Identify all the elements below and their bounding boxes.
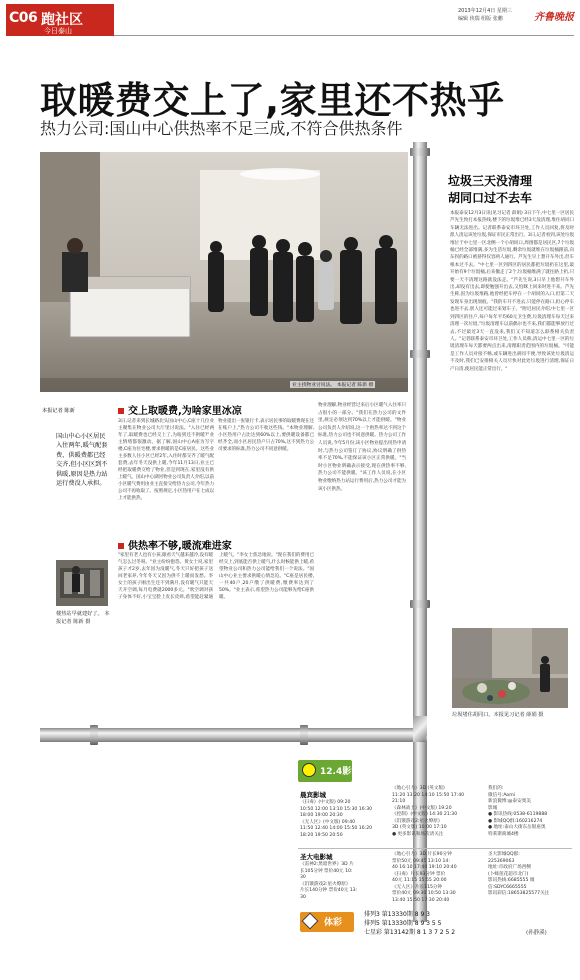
lottery-line: 七星彩 第13142期 8 1 3 7 2 5 2 [364,929,456,936]
cinema2-col2: 《地心引力》3D 片长90分钟 票价50元 09:45 13:10 14: 40 16:10 17:40 19:10 20:40 《扫毒》片长93分钟 票价 40元 11:15 15:55 20:00 《无人区》片长115分钟 票价40元 09:30 10:50 13:30 13:40 15:50 17:30 20:40 [392,852,457,903]
editor-line: 编辑 侠瑞 组版 张鹏 [458,16,503,22]
section-title: 跑社区 [41,12,83,28]
sidebar-body: 本报泰安12月3日讯(见习记者 薛娟) 3日下午,中七里一区居民芦先生致打本报热线,楼下的垃圾堆已经3天没清理,堆住胡同口车辆无法进出。记者联系泰安市环卫处,工作人员回复,将及时派人清运该处垃圾,保证市民正常出行。3日,记者看到,该处垃圾堆位于中七里一区北侧一个小胡同口,周围都是居民区,7个垃圾桶已经全部堆满,多为生活垃圾,剩余垃圾就堆在垃圾桶跟前,向东拐的路口被挤得仅容两人通行。芦先生早上想开车外出,但车根本过不去。"中七里一区到四区的居民都把垃圾扔在这里,最开始有9个垃圾桶,后来撤走了2个,垃圾桶堆满了就往路上扔,只要一天不清理这路就没法走。"芦先生说,3日早上他想开车外出,却没有出去,即使勉强开出去,又怕眯上回来时进不来。芦先生称,因为垃圾堆路,他曾经把车停在一个胡同的入口,但第二天发现车身出现划痕。"我的车开不进去,只能停在路口,担心停车也进不去,别人还可能过来划车子。"附近居民介绍,中七里一区到四区的住户,每户每年平均60元卫生费,垃圾清理车每天过来清理一次垃圾,"垃圾清理车以前偶尔也不来,我们都能够放行过去,不过最近3天一直没来,我们又不知道怎么联系相关负责人。"记者联系泰安市环卫处,工作人员称,清运中七里一区的垃圾清理车每天都要两点出来,清理职责范围内的垃圾桶。"可能是工作人员对接不畅,或车辆进出胡同不便,导致该处垃圾清运不及时,我们已安排相关人员尽快对此处垃圾进行清理,保证日产日清,使居民能正常出行。" [450,211,574,372]
pipe-joint [410,350,430,358]
cinema-divider [298,848,572,849]
headline: 取暖费交上了,家里还不热乎 [40,79,505,122]
cinema1-name: 晨宾影城 [300,791,326,799]
cinema1-line: 《无人区》(中文版) 09:40 [300,819,356,825]
cinema1-list [300,800,392,839]
pipe-joint [90,725,98,745]
lottery-line: 排列3 第13330期 8 9 3 [364,911,430,918]
pipe-joint [300,725,308,745]
main-photo [40,152,408,392]
col2-lead: 物业提出一张银行卡,表示居民事的取暖费现在还在账户上,"热力公司不收这些钱。"本物业理解,小区热用户占比达到60%以上,要供暖设备都已经齐全,而小区居民热户只占70%,这不到热力公司要求的标准,热力公司不同意供暖。 [218,419,314,452]
col3-body: 物业理解,物业经营过来后小区暖气入住率只占很小的一部分。"我们在热力公司的文件里,规定必须达到70%以上才能供暖。"物业公司负责人介绍说,这一个供热率达不到这个标准,热力公司也不同意供暖。热力公司工作人员说,今年5月份,该小区物业提出用热申请时,与热力公司签订了协议,协议明确了供热率不足70%,不能保证该小区正常供暖。"当时小区物业明确表示接受,现在供热率不够,热力公司不能供暖。"该工作人员说,在小区物业缴纳热力站运行费用后,热力公司才能为该小区供热。 [318,403,406,492]
section-bullet-icon [118,543,124,549]
section2-title: 供热率不够,暖流难进家 [118,537,232,552]
cinema2-list: 《雷神2:黑暗世界》3D 片 长105分钟 票价40元 10: 30 《饥饿游戏2:星火燎原》 片长140分钟 票价40元 13: 30 [300,862,358,900]
section1-body: 3日,记者来到长城路北头国山中心,C座十几位业主聚集在物业公司大厅里讨说法。"入住已经两年了,取暖费也已经交上了,为啥到还不供暖?"业主情绪都很激动。据了解,国山中心A座为写字楼,C座为住宅楼,要求供暖的是C座居民。这些业主多数人住小区已经2年,入住时都交齐了暖气配套费,去年冬天没供上暖,今年11月13日,业主已经把取暖费交给了物业,但是到现在,家里没有供上暖气。国山中心湖河物业公司负责人介绍,以前小区暖气费用由业主直接交给热力公司,今年热力公司不再收取了。按照规定,小区热用户在七成以上才能供热。 [118,419,214,501]
lottery-credit: (孙静溪) [526,930,547,936]
date-line: 2013年12月4日 星期三 [458,8,512,14]
side-photo-caption: 垃圾堵住胡同口。本报见习记者 薛娟 摄 [452,712,544,718]
section-subtitle: 今日泰山 [44,27,72,35]
cinema1-line: 《扫毒》(中文版) 09:20 [300,800,351,805]
section-bullet-icon [118,408,124,414]
heat-station-illustration [56,560,108,606]
lobby-photo-illustration [40,152,408,392]
subheadline: 热力公司:国山中心供热率不足三成,不符合供热条件 [40,119,403,138]
cinema1-line: 18:20 19:50 20:50 [300,832,343,838]
cinema1-col3: 我们的: 微信号:Aomi 新浪微博:@泰安奥美 影城 ● 影讯热线:0538-6119888 ● 影城QQ群:160216274 ● 地址:泰山大街东岳银座奥 特莱斯商城4楼 [488,786,548,837]
pipe-joint [410,148,430,156]
sports-badge: 体彩 [324,918,343,928]
cinema2-name: 圣大电影城 [300,853,333,861]
cinema2-col3: 圣大影城QQ群: 225369063 地址:市政府广场西侧 (卜蜂莲花超市北门) 影讯热线:6685555 微 信:SDYC6665555 影讯彩信:18653825577关注 [488,852,550,896]
main-photo-caption: 业主找物业讨说法。 本报记者 陈新 摄 [292,383,374,388]
pipe-joint [410,600,430,608]
paper-logo: 齐鲁晚报 [534,12,574,23]
page-number: C06 [9,10,38,26]
section1-title: 交上取暖费,为啥家里冰凉 [118,402,242,417]
masthead [6,4,574,38]
film-icon [302,763,316,777]
lottery-line: 排列5 第13330期 8 9 3 5 5 [364,920,442,927]
summary-box [56,432,108,524]
movies-badge: 12.4影讯 [320,767,361,777]
cinema1-line: 18:00 19:00 20:30 [300,813,343,818]
decorative-pipe-horizontal [40,728,427,742]
inset-photo [56,560,108,606]
cinema1-col2: 《地心引力》3D (英文版) 11:20 13:20 14:10 15:50 17:40 21:10 《森林战士》(中文版) 19:20 《控制》(中文版) 14:30 21:30 《饥饿游戏2:星火燎原》 3D (英文版) 10:00 17:10 ● 更多影讯和场次请关注 [392,786,465,837]
garbage-alley-illustration [452,628,568,708]
summary-text: 国山中心小区居民入住两年,暖气配套费、供暖费都已经交齐,但小区区到不供暖,原因是热力站运行费没人承担。 [56,433,108,488]
cinema1-line: 10:50 12:00 13:10 15:30 16:30 [300,806,373,812]
section2-body: "家里有老人也有小孩,眼看天气越来越冷,没有暖气怎么过冬呀。"业主纷纷抱怨。黄女士说,家里孩子才2岁,去年因为没暖气,冬天只好把孩子送回老家养,今年冬天又因为供不上暖而发愁。李女士的孩子刚出生还不到满月,没有暖气只能天天开空调,每月电费就2000多元。"吹空调对孩子身体不好,小宝宝脸上皮长皮疹,希望能赶紧通上暖气。"李女士焦急地说。"现在我们的费用已经交上,到底能否供上暖气,什么时候能供上暖,希望物业公司和热力公司能给我们一个说法。"国山中心业主要求供暖心情急迫。"C座是居民楼,一共40户,20户缴了供暖费,缴费率达到了50%。"业主表示,希望热力公司能够先给C座供暖。 [118,553,314,600]
sidebar-title-2: 胡同口过不去车 [448,191,533,205]
cinema1-line: 11:50 12:40 14:00 15:50 16:20 [300,826,373,831]
sidebar-title-1: 垃圾三天没清理 [448,174,533,188]
byline: 本报记者 陈新 [42,408,75,414]
pipe-elbow [413,716,427,742]
inset-photo-caption: 楼热站早就建好了。 本报记者 陈新 摄 [56,611,110,625]
side-photo [452,628,568,708]
masthead-rule [114,35,574,36]
